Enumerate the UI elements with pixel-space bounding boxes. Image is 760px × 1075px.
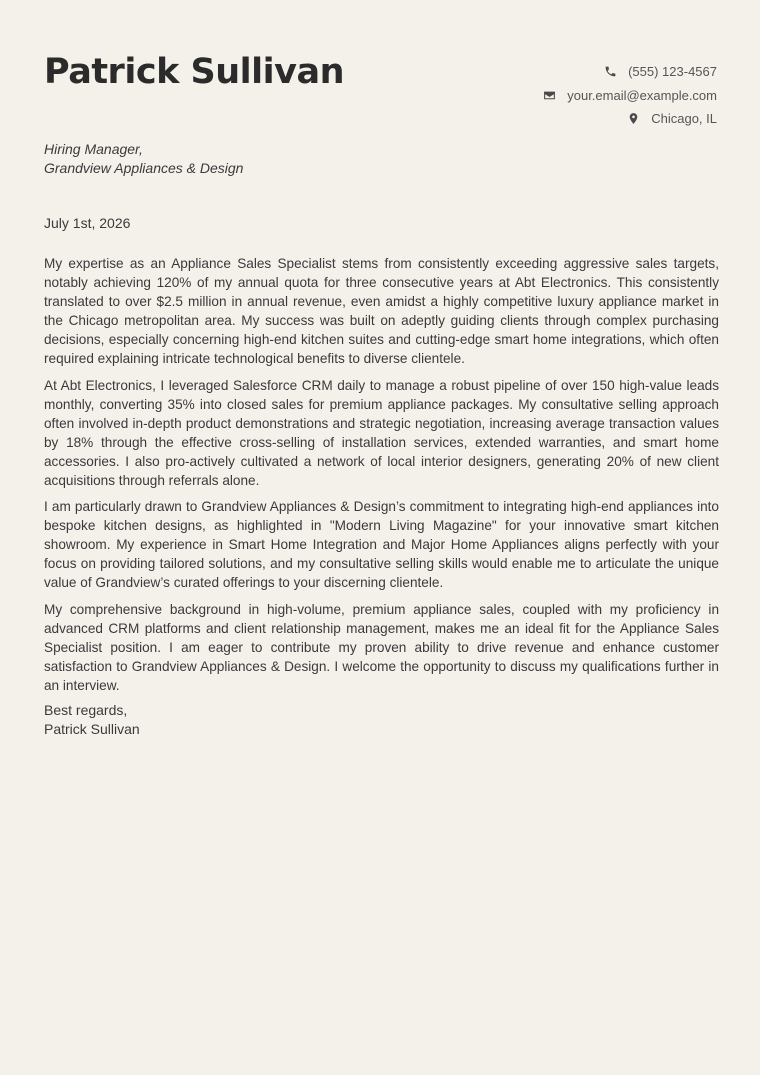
body-paragraph: At Abt Electronics, I leveraged Salesforce CRM daily to manage a robust pipeline of over 150 high-value leads monthly, converting 35% into closed sales for premium appliance packages. My consultative selling approach often involved in-depth product demonstrations and strategic negotiation, increasing average transaction values by 18% through the effective cross-selling of installation services, extended warranties, and smart home accessories. I also pro-actively cultivated a network of local interior designers, generating 20% of new client acquisitions through referrals alone. [44, 377, 719, 488]
body-paragraph: My expertise as an Appliance Sales Specialist stems from consistently exceeding aggressive sales targets, notably achieving 120% of my annual quota for three consecutive years at Abt Electronics. This consistently translated to over $2.5 million in annual revenue, even amidst a highly competitive luxury appliance market in the Chicago metropolitan area. My success was built on adeptly guiding clients through complex purchasing decisions, especially concerning high-end kitchen suites and cutting-edge smart home integrations, which often required explaining intricate technological benefits to diverse clientele. [44, 256, 719, 366]
closing-block [44, 701, 140, 739]
location-text: Chicago, IL [651, 111, 717, 127]
body-paragraph: My comprehensive background in high-volume, premium appliance sales, coupled with my proficiency in advanced CRM platforms and client relationship management, makes me an ideal fit for the Appliance Sales Specialist position. I am eager to contribute my proven ability to drive revenue and enhance customer satisfaction to Grandview Appliances & Design. I welcome the opportunity to discuss my qualifications further in an interview. [44, 601, 719, 693]
letter-date: July 1st, 2026 [44, 215, 131, 231]
recipient-title: Hiring Manager, [44, 141, 143, 157]
recipient-company: Grandview Appliances & Design [44, 160, 244, 176]
envelope-icon [542, 88, 556, 102]
contact-phone [542, 60, 717, 84]
contact-block [542, 60, 717, 131]
map-pin-icon [626, 112, 640, 126]
contact-email [542, 84, 717, 108]
contact-location [542, 107, 717, 131]
body-paragraph: I am particularly drawn to Grandview Appliances & Design’s commitment to integrating high-end appliances into bespoke kitchen designs, as highlighted in "Modern Living Magazine" for your innovative smart kitchen showroom. My experience in Smart Home Integration and Major Home Appliances aligns perfectly with your focus on providing tailored solutions, and my consultative selling skills would enable me to articulate the unique value of Grandview’s curated offerings to your discerning clientele. [44, 499, 719, 590]
closing-salutation: Best regards, [44, 702, 128, 718]
email-text: your.email@example.com [567, 87, 717, 103]
letter-body [44, 254, 719, 702]
phone-icon [603, 65, 617, 79]
phone-text: (555) 123-4567 [628, 64, 717, 80]
closing-signature: Patrick Sullivan [44, 721, 140, 737]
recipient-block [44, 140, 243, 178]
applicant-name: Patrick Sullivan [44, 52, 344, 92]
